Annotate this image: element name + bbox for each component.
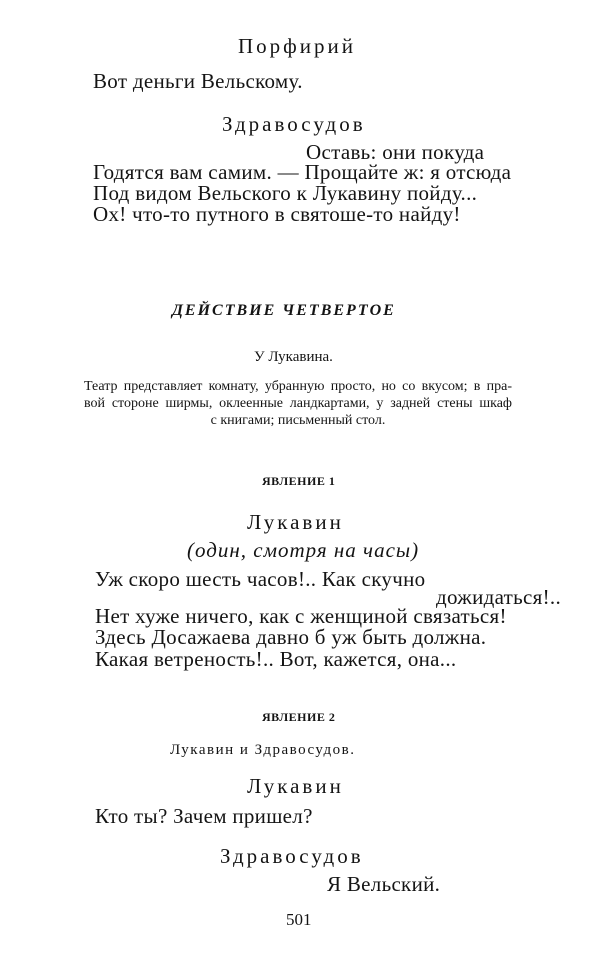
verse-line: дожидаться!..: [436, 585, 561, 609]
verse-line: Под видом Вельского к Лукавину пойду...: [93, 181, 478, 205]
speaker-zdravosudov: Здравосудов: [222, 112, 366, 136]
verse-line: Здесь Досажаева давно б уж быть должна.: [95, 625, 487, 649]
verse-line: Нет хуже ничего, как с женщиной связаться!: [95, 604, 507, 628]
act-title: ДЕЙСТВИЕ ЧЕТВЕРТОЕ: [172, 302, 396, 319]
act-location: У Лукавина.: [254, 349, 333, 365]
verse-line: Я Вельский.: [327, 872, 441, 896]
scene-title: ЯВЛЕНИЕ 2: [262, 710, 336, 724]
verse-line: Ох! что-то путного в святоше-то найду!: [93, 202, 461, 226]
speaker-lukavin: Лукавин: [247, 774, 344, 798]
verse-line: Оставь: они покуда: [306, 140, 485, 164]
verse-line: Уж скоро шесть часов!.. Как скучно: [95, 567, 426, 591]
scene-cast: Лукавин и Здравосудов.: [170, 742, 356, 758]
stage-direction: (один, смотря на часы): [187, 538, 420, 562]
stage-description-line: вой стороне ширмы, оклеенные ландкартами, у задней стены шкаф: [84, 396, 512, 411]
scene-title: ЯВЛЕНИЕ 1: [262, 474, 336, 488]
stage-description-line: Театр представляет комнату, убранную просто, но со вкусом; в пра-: [84, 379, 512, 394]
verse-line: Годятся вам самим. — Прощайте ж: я отсюда: [93, 160, 512, 184]
verse-line: Какая ветреность!.. Вот, кажется, она...: [95, 647, 457, 671]
page-number: 501: [286, 910, 312, 929]
verse-line: Кто ты? Зачем пришел?: [95, 804, 313, 828]
speaker-lukavin: Лукавин: [247, 510, 344, 534]
speaker-zdravosudov: Здравосудов: [220, 844, 364, 868]
verse-line: Вот деньги Вельскому.: [93, 69, 303, 93]
speaker-porfiry: Порфирий: [238, 34, 356, 58]
stage-description-line: с книгами; письменный стол.: [210, 413, 386, 428]
